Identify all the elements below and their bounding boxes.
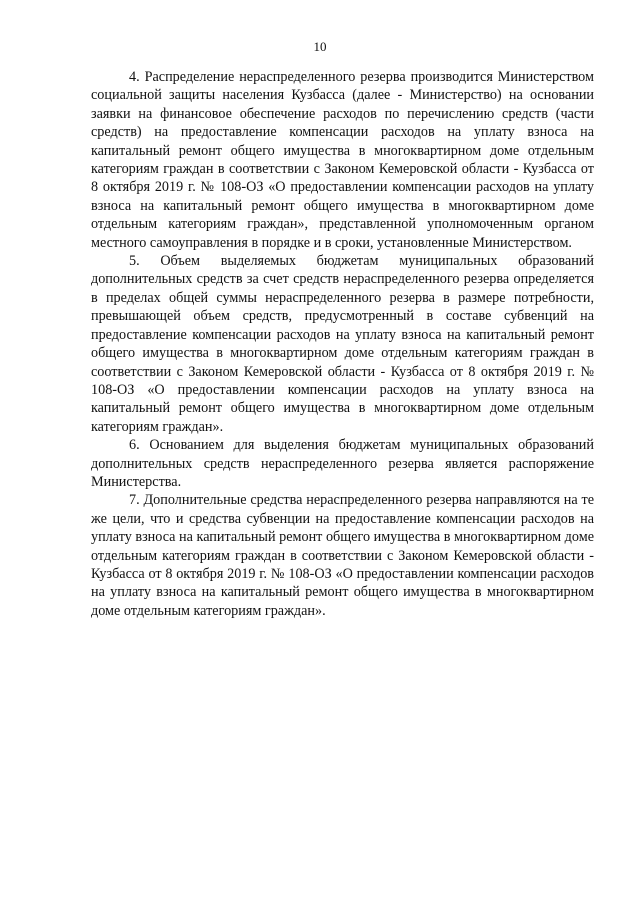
paragraph-5: 5. Объем выделяемых бюджетам муниципальных образований дополнительных средств за счет средств нераспределенного резерва определяется в пределах общей суммы нераспределенного резерва в размере потребности, превышающей объем средств, предусмотренный в составе субвенций на предоставление компенсации расходов на уплату взноса на капитальный ремонт общего имущества в многоквартирном доме отдельным категориям граждан в соответствии с Законом Кемеровской области - Кузбасса от 8 октября 2019 г. № 108-ОЗ «О предоставлении компенсации расходов на уплату взноса на капитальный ремонт общего имущества в многоквартирном доме отдельным категориям граждан». xyxy=(91,253,594,435)
paragraph-6: 6. Основанием для выделения бюджетам муниципальных образований дополнительных средств нераспределенного резерва является распоряжение Министерства. xyxy=(91,437,594,490)
paragraph-7: 7. Дополнительные средства нераспределенного резерва направляются на те же цели, что и средства субвенции на предоставление компенсации расходов на уплату взноса на капитальный ремонт общего имущества в многоквартирном доме отдельным категориям граждан в соответствии с Законом Кемеровской области - Кузбасса от 8 октября 2019 г. № 108-ОЗ «О предоставлении компенсации расходов на уплату взноса на капитальный ремонт общего имущества в многоквартирном доме отдельным категориям граждан». xyxy=(91,492,594,619)
page-number: 10 xyxy=(313,39,327,54)
document-body xyxy=(91,68,594,620)
paragraph-4: 4. Распределение нераспределенного резерва производится Министерством социальной защиты населения Кузбасса (далее - Министерство) на основании заявки на финансовое обеспечение расходов по перечислению средств (части средств) на предоставление компенсации расходов на уплату взноса на капитальный ремонт общего имущества в многоквартирном доме отдельным категориям граждан в соответствии с Законом Кемеровской области - Кузбасса от 8 октября 2019 г. № 108-ОЗ «О предоставлении компенсации расходов на уплату взноса на капитальный ремонт общего имущества в многоквартирном доме отдельным категориям граждан», представленной уполномоченным органом местного самоуправления в порядке и в сроки, установленные Министерством. xyxy=(91,69,594,251)
